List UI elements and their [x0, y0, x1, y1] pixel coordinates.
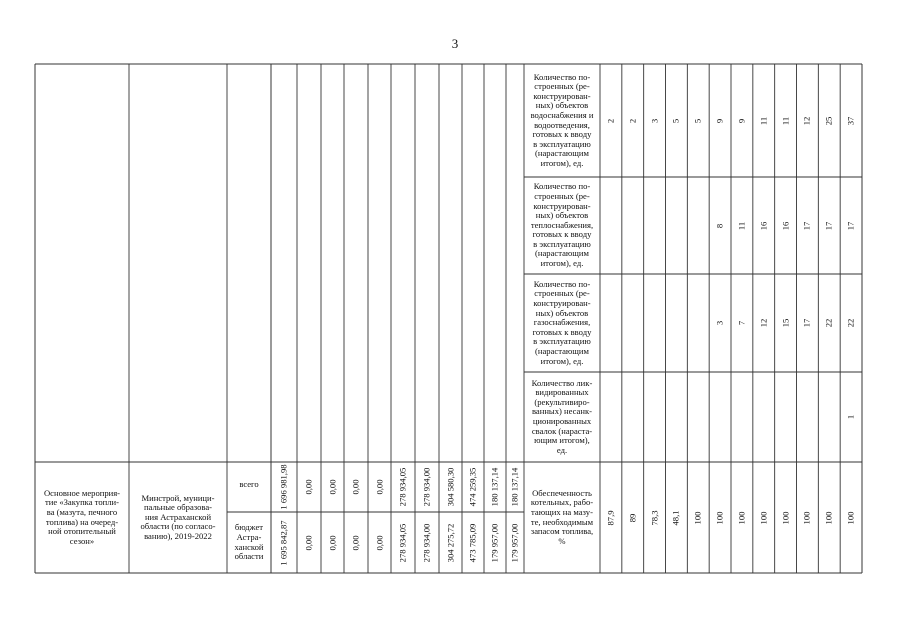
indicator-value: 78,3: [649, 509, 660, 526]
indicator-value: 100: [736, 511, 747, 524]
indicator-value: 15: [780, 318, 791, 328]
indicator-value: 17: [801, 318, 812, 328]
funding-source-total: всего: [239, 479, 259, 489]
funding-value: 304 275,72: [445, 523, 455, 562]
indicator-value: 16: [780, 221, 791, 230]
funding-value: 278 934,00: [421, 467, 432, 507]
indicator-value: 100: [801, 511, 812, 524]
funding-value: 474 259,35: [467, 467, 478, 507]
indicator-label: Количество лик- видированных (рекультивиро- ванных) несанк- ционированных свалок (нараста- ющим итогом), ед.: [531, 377, 593, 455]
event-name: Основное мероприя- тие «Закупка топли- ва (мазута, печного топлива) на очеред- ной отопительный сезон»: [43, 487, 121, 546]
funding-value: 179 957,00: [509, 523, 520, 562]
indicator-value: 100: [714, 511, 725, 524]
indicator-value: 3: [714, 320, 725, 326]
funding-value: 0,00: [374, 534, 384, 551]
indicator-value: 25: [823, 116, 834, 125]
funding-value: 1 695 842,87: [278, 519, 289, 566]
indicator-value: 100: [758, 511, 769, 524]
funding-value: 179 957,00: [489, 523, 500, 562]
indicator-value: 89: [627, 513, 638, 522]
indicator-value: 100: [823, 511, 834, 524]
indicator-value: 5: [670, 118, 681, 123]
indicator-label: Количество по- строенных (ре- конструирован- ных) объектов водоснабжения и водоотведения, готовых к вводу в эксплуатацию (нарастающим итогом), ед.: [530, 71, 594, 168]
indicator-label: Обеспеченность котельных, рабо- тающих на мазу- те, необходимым запасом топлива, %: [530, 487, 594, 546]
indicator-value: 100: [780, 511, 791, 524]
indicator-value: 8: [714, 223, 725, 228]
funding-value: 0,00: [327, 479, 337, 495]
funding-value: 0,00: [374, 479, 384, 495]
funding-value: 0,00: [303, 479, 314, 495]
indicator-value: 22: [845, 318, 856, 328]
indicator-value: 12: [758, 318, 769, 328]
indicator-value: 5: [692, 118, 703, 123]
page-number: 3: [451, 36, 459, 51]
indicator-value: 2: [627, 118, 638, 123]
indicator-value: 9: [714, 118, 725, 123]
indicator-value: 3: [649, 118, 660, 123]
indicator-value: 100: [845, 511, 856, 524]
indicator-value: 1: [845, 414, 856, 420]
funding-value: 304 580,30: [445, 467, 455, 507]
indicator-value: 16: [758, 221, 769, 230]
funding-value: 180 137,14: [509, 467, 520, 507]
indicator-label: Количество по- строенных (ре- конструирован- ных) объектов теплоснабжения, готовых к вводу в эксплуатацию (нарастающим итогом), ед.: [530, 181, 594, 269]
funding-value: 278 934,00: [421, 523, 432, 562]
indicator-value: 48,1: [670, 509, 681, 526]
funding-value: 473 785,09: [467, 523, 478, 562]
indicator-value: 11: [736, 221, 747, 230]
indicator-value: 11: [758, 116, 769, 125]
indicator-label: Количество по- строенных (ре- конструирован- ных) объектов газоснабжения, готовых к вводу в эксплуатацию (нарастающим итогом), ед.: [532, 278, 592, 366]
indicator-value: 7: [736, 320, 747, 326]
funding-source-budget: бюджет Астра- ханской области: [234, 522, 264, 562]
funding-value: 180 137,14: [489, 467, 500, 507]
event-executor: Минстрой, муници- пальные образова- ния Астраханской области (по согласо- ванию), 2019-2022: [140, 492, 216, 541]
indicator-value: 87,9: [605, 509, 616, 526]
indicator-value: 9: [736, 118, 747, 123]
indicator-value: 17: [845, 221, 856, 230]
funding-value: 0,00: [350, 534, 361, 551]
indicator-value: 22: [823, 318, 834, 328]
indicator-value: 11: [780, 116, 791, 125]
funding-value: 0,00: [350, 479, 361, 495]
indicator-value: 100: [692, 511, 703, 524]
indicator-value: 37: [845, 116, 856, 125]
funding-value: 0,00: [327, 534, 337, 551]
funding-value: 1 696 981,98: [278, 464, 289, 510]
indicator-value: 17: [801, 221, 812, 230]
funding-value: 278 934,05: [397, 523, 408, 562]
indicator-value: 12: [801, 116, 812, 125]
indicator-value: 2: [605, 118, 616, 123]
funding-value: 278 934,05: [397, 467, 408, 507]
funding-value: 0,00: [303, 534, 314, 551]
indicator-value: 17: [823, 221, 834, 230]
